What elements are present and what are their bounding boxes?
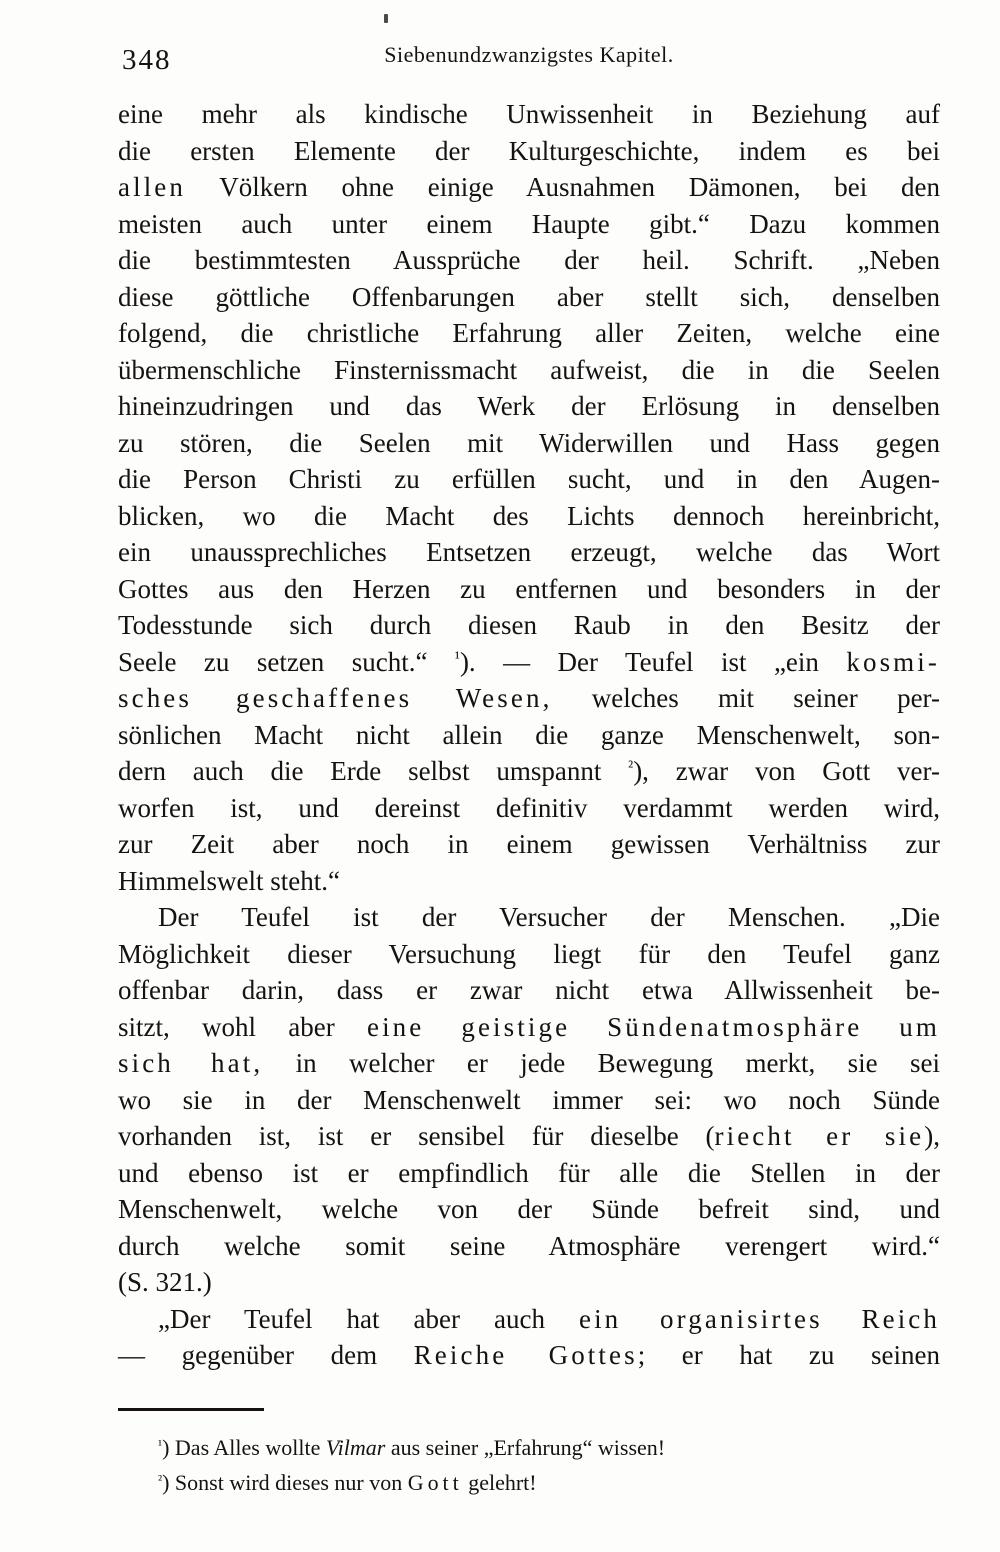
text-segment: blicken, wo die Macht des Lichts dennoch hereinbricht, <box>118 500 940 531</box>
text-line <box>118 1082 940 1119</box>
footnote-marker: ¹ <box>158 1436 163 1452</box>
emphasized-text: allen <box>118 172 186 202</box>
emphasized-text: ein organisirtes Reich <box>578 1303 940 1334</box>
text-line <box>118 1118 940 1155</box>
emphasized-text: Reiche Gottes <box>413 1340 638 1370</box>
text-segment: eine mehr als kindische Unwissenheit in Beziehung auf <box>118 99 940 129</box>
text-line <box>118 1337 940 1374</box>
text-segment: zu stören, die Seelen mit Widerwillen und Hass gegen <box>118 427 940 458</box>
text-segment: zur Zeit aber noch in einem gewissen Verhältniss zur <box>118 829 940 859</box>
footnote <box>118 1465 940 1500</box>
text-segment: Todesstunde sich durch diesen Raub in den Besitz der <box>118 610 940 640</box>
text-line <box>118 388 940 425</box>
emphasized-text: sches geschaffenes Wesen, <box>118 683 553 713</box>
italic-text: Vilmar <box>325 1435 386 1460</box>
text-line <box>118 1155 940 1192</box>
text-segment: ; er hat zu seinen <box>637 1340 940 1370</box>
text-segment: meisten auch unter einem Haupte gibt.“ Dazu kommen <box>118 208 940 239</box>
text-line <box>118 242 940 279</box>
chapter-header: Siebenundzwanzigstes Kapitel. <box>384 42 674 67</box>
text-segment: Völkern ohne einige Ausnahmen Dämonen, bei den <box>186 172 940 202</box>
page-number: 348 <box>122 44 172 76</box>
text-segment: ), <box>924 1121 940 1151</box>
text-line <box>118 206 940 243</box>
text-segment: Der Teufel ist der Versucher der Menschen. „Die <box>158 902 940 932</box>
text-segment: Möglichkeit dieser Versuchung liegt für den Teufel ganz <box>118 938 940 969</box>
text-segment: ), zwar von Gott ver- <box>633 756 940 786</box>
text-line <box>118 279 940 316</box>
text-segment: Gottes aus den Herzen zu entfernen und besonders in der <box>118 573 940 604</box>
text-line <box>118 972 940 1009</box>
footnote-rule <box>118 1408 264 1411</box>
text-line <box>118 826 940 863</box>
text-segment: dern auch die Erde selbst umspannt <box>118 756 629 786</box>
text-line <box>118 717 940 754</box>
text-segment: offenbar darin, dass er zwar nicht etwa Allwissenheit be- <box>118 975 940 1005</box>
text-segment: übermenschliche Finsternissmacht aufweist, die in die Seelen <box>118 354 940 385</box>
text-line <box>118 899 940 936</box>
text-line <box>118 607 940 644</box>
text-line <box>118 790 940 827</box>
text-line <box>118 1264 940 1301</box>
text-line <box>118 1228 940 1265</box>
text-line <box>118 1191 940 1228</box>
text-line <box>118 352 940 389</box>
text-line <box>118 1301 940 1338</box>
text-line <box>118 680 940 717</box>
emphasized-text: eine geistige Sündenatmosphäre um <box>366 1011 940 1042</box>
text-segment: welches mit seiner per- <box>552 683 940 713</box>
text-line <box>118 96 940 133</box>
emphasized-text: riecht er sie <box>714 1121 925 1151</box>
text-line <box>118 936 940 973</box>
text-segment: ). — Der Teufel ist „ein <box>459 646 847 677</box>
text-segment: ein unaussprechliches Entsetzen erzeugt, welche das Wort <box>118 537 940 567</box>
text-segment: (S. 321.) <box>118 1267 212 1297</box>
text-segment: vorhanden ist, ist er sensibel für dieselbe ( <box>118 1121 715 1151</box>
emphasized-text: sich hat, <box>118 1048 264 1078</box>
text-segment: diese göttliche Offenbarungen aber stellt sich, denselben <box>118 281 940 312</box>
text-segment: die ersten Elemente der Kulturgeschichte, indem es bei <box>118 135 940 166</box>
footnote-marker: ¹ <box>454 647 460 667</box>
text-line <box>118 133 940 170</box>
text-line <box>118 425 940 462</box>
text-line <box>118 571 940 608</box>
text-segment: die Person Christi zu erfüllen sucht, und in den Augen- <box>118 464 940 494</box>
text-segment: — gegenüber dem <box>118 1340 414 1370</box>
text-segment: Seele zu setzen sucht.“ <box>118 646 455 677</box>
text-segment: in welcher er jede Bewegung merkt, sie sei <box>263 1048 941 1078</box>
footnote <box>118 1430 940 1465</box>
text-segment: gelehrt! <box>462 1470 537 1495</box>
text-segment: wo sie in der Menschenwelt immer sei: wo noch Sünde <box>118 1084 940 1115</box>
text-segment: „Der Teufel hat aber auch <box>158 1303 579 1334</box>
text-segment: worfen ist, und dereinst definitiv verdammt werden wird, <box>118 792 940 823</box>
text-segment: hineinzudringen und das Werk der Erlösung in denselben <box>118 391 940 421</box>
emphasized-text: Gott <box>407 1470 463 1495</box>
text-line <box>118 534 940 571</box>
text-segment: ) Das Alles wollte <box>162 1435 326 1460</box>
text-segment: und ebenso ist er empfindlich für alle die Stellen in der <box>118 1157 940 1188</box>
text-segment: die bestimmtesten Aussprüche der heil. Schrift. „Neben <box>118 245 940 275</box>
text-segment: ) Sonst wird dieses nur von <box>162 1470 408 1495</box>
text-line <box>118 1045 940 1082</box>
scan-artifact <box>384 14 388 23</box>
text-segment: folgend, die christliche Erfahrung aller Zeiten, welche eine <box>118 318 940 348</box>
text-segment: durch welche somit seine Atmosphäre verengert wird.“ <box>118 1230 940 1261</box>
footnote-marker: ² <box>158 1471 163 1487</box>
text-line <box>118 169 940 206</box>
text-line <box>118 1009 940 1046</box>
text-segment: aus seiner „Erfahrung“ wissen! <box>385 1435 666 1460</box>
text-line <box>118 461 940 498</box>
text-line <box>118 863 940 900</box>
footnote-marker: ² <box>628 757 634 777</box>
body-text <box>118 96 940 1374</box>
footnotes <box>118 1430 940 1500</box>
text-segment: sitzt, wohl aber <box>118 1011 367 1042</box>
text-line <box>118 753 940 790</box>
text-line <box>118 315 940 352</box>
text-segment: Himmelswelt steht.“ <box>118 865 340 896</box>
text-segment: Menschenwelt, welche von der Sünde befreit sind, und <box>118 1194 940 1224</box>
text-line <box>118 498 940 535</box>
text-segment: sönlichen Macht nicht allein die ganze Menschenwelt, son- <box>118 719 940 750</box>
emphasized-text: kosmi- <box>846 646 940 677</box>
text-line <box>118 644 940 681</box>
